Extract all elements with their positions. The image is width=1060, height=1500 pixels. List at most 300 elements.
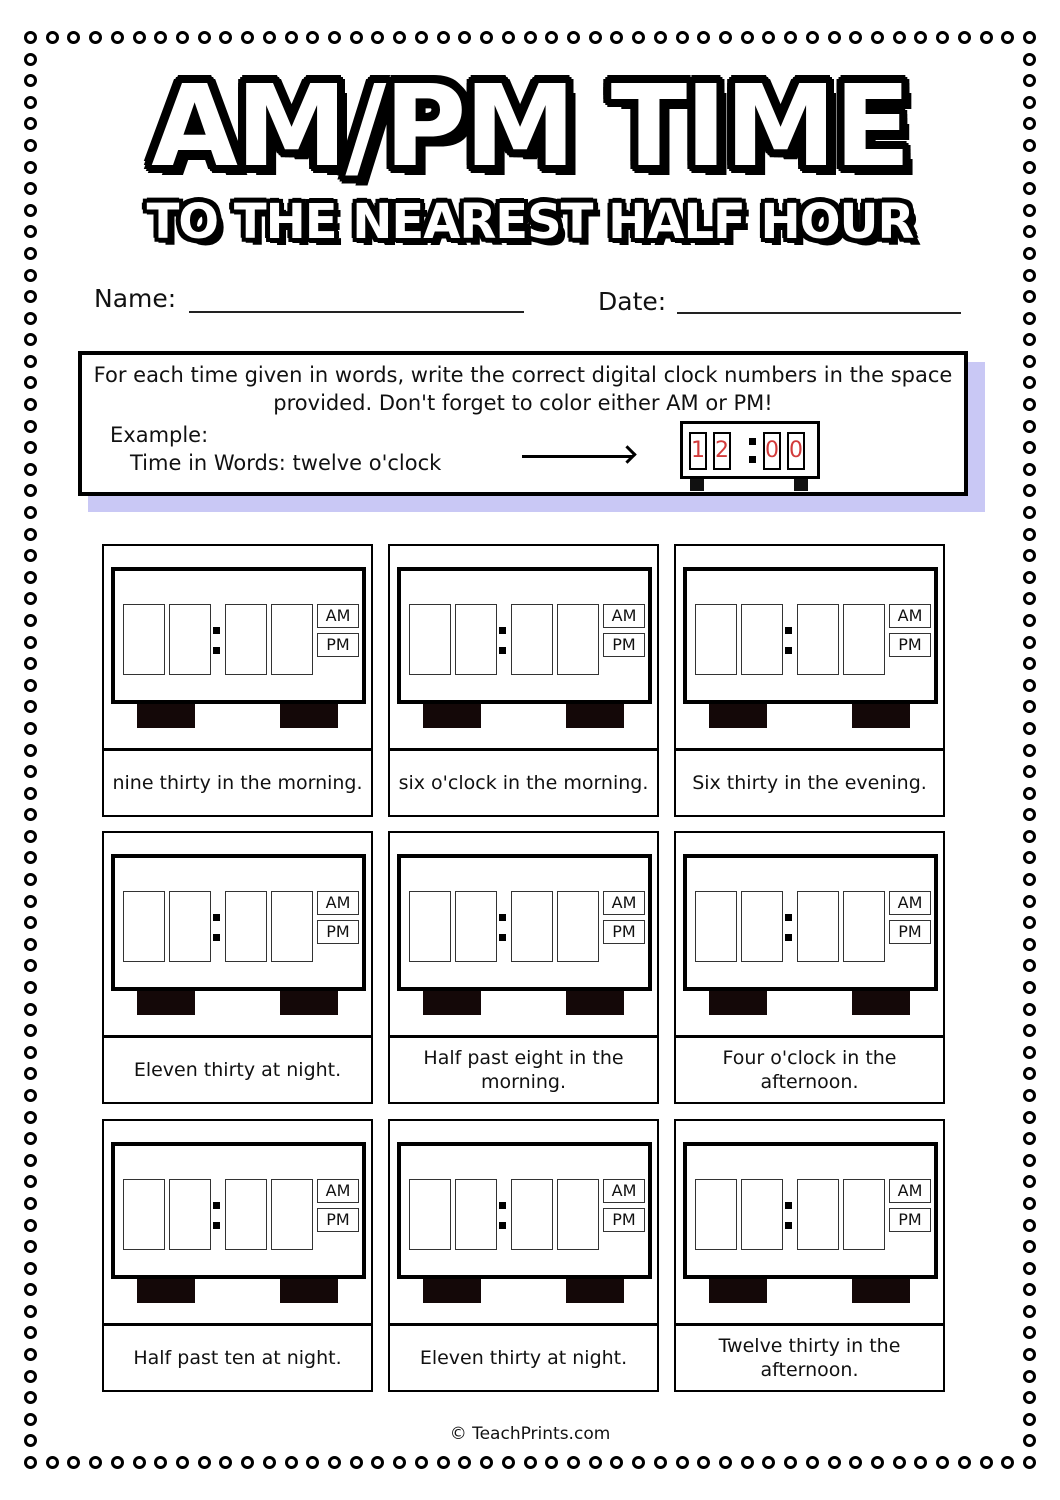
border-dot-icon [1023, 1154, 1036, 1167]
border-dot-icon [1023, 1003, 1036, 1016]
border-dot-icon [654, 31, 667, 44]
border-dot-icon [24, 398, 37, 411]
clock-card [388, 831, 659, 1104]
border-dot-icon [24, 355, 37, 368]
clock-leg [280, 704, 338, 728]
border-dot-icon [350, 31, 363, 44]
clock-card [674, 831, 945, 1104]
hour-tens-box[interactable] [409, 891, 451, 962]
border-dot-icon [176, 31, 189, 44]
border-dot-icon [1023, 1305, 1036, 1318]
time-in-words: Four o'clock in the afternoon. [722, 1047, 897, 1093]
border-dot-icon [24, 787, 37, 800]
border-dot-icon [610, 1456, 623, 1469]
border-dot-icon [24, 1111, 37, 1124]
border-dot-icon [676, 1456, 689, 1469]
example-label: Example: [110, 423, 209, 447]
border-dot-icon [263, 31, 276, 44]
minute-ones-box[interactable] [557, 604, 599, 675]
border-dot-icon [24, 571, 37, 584]
clock-card [102, 1119, 373, 1392]
border-dot-icon [545, 31, 558, 44]
border-dot-icon [589, 1456, 602, 1469]
border-dot-icon [849, 31, 862, 44]
border-dot-icon [458, 1456, 471, 1469]
border-dot-icon [828, 31, 841, 44]
minute-ones-box[interactable] [271, 604, 313, 675]
border-dot-icon [133, 1456, 146, 1469]
border-dot-icon [480, 1456, 493, 1469]
border-dot-icon [914, 31, 927, 44]
colon-dot-icon [749, 438, 756, 445]
border-dot-icon [154, 31, 167, 44]
hour-ones-box[interactable] [741, 891, 783, 962]
am-toggle[interactable]: AM [603, 1179, 645, 1203]
am-toggle[interactable]: AM [317, 604, 359, 628]
border-dot-icon [133, 31, 146, 44]
colon-dot-icon [213, 934, 220, 941]
digital-clock [683, 1142, 938, 1279]
minute-ones-box[interactable] [271, 1179, 313, 1250]
border-dot-icon [1001, 1456, 1014, 1469]
border-dot-icon [24, 1024, 37, 1037]
border-dot-icon [24, 1456, 37, 1469]
border-dot-icon [697, 31, 710, 44]
border-dot-icon [1023, 636, 1036, 649]
border-dot-icon [697, 1456, 710, 1469]
border-dot-icon [24, 1067, 37, 1080]
clock-leg [137, 704, 195, 728]
border-dot-icon [24, 441, 37, 454]
date-label: Date: [598, 287, 667, 316]
border-dot-icon [1023, 1067, 1036, 1080]
border-dot-icon [1023, 1262, 1036, 1275]
border-dot-icon [24, 1089, 37, 1102]
border-dot-icon [1023, 808, 1036, 821]
am-toggle[interactable]: AM [889, 1179, 931, 1203]
clock-leg [690, 479, 704, 491]
time-in-words: Half past eight in the morning. [423, 1047, 624, 1093]
example-digit: 1 [689, 432, 707, 470]
border-dot-icon [328, 31, 341, 44]
border-dot-icon [111, 1456, 124, 1469]
border-dot-icon [24, 463, 37, 476]
colon-dot-icon [499, 934, 506, 941]
example-time-in-words: Time in Words: twelve o'clock [130, 451, 442, 475]
border-dot-icon [24, 1046, 37, 1059]
border-dot-icon [24, 657, 37, 670]
border-dot-icon [89, 1456, 102, 1469]
border-dot-icon [67, 1456, 80, 1469]
clock-leg [709, 704, 767, 728]
minute-tens-box[interactable] [797, 891, 839, 962]
pm-toggle[interactable]: PM [603, 920, 645, 944]
border-dot-icon [24, 31, 37, 44]
border-dot-icon [1001, 31, 1014, 44]
border-dot-icon [1023, 1132, 1036, 1145]
border-dot-icon [545, 1456, 558, 1469]
colon-dot-icon [785, 914, 792, 921]
minute-tens-box[interactable] [511, 604, 553, 675]
border-dot-icon [1023, 679, 1036, 692]
clock-leg [137, 1279, 195, 1303]
border-dot-icon [1023, 700, 1036, 713]
digital-clock [397, 567, 652, 704]
clock-leg [566, 704, 624, 728]
border-dot-icon [1023, 592, 1036, 605]
pm-toggle[interactable]: PM [603, 633, 645, 657]
border-dot-icon [784, 31, 797, 44]
clock-leg [137, 991, 195, 1015]
border-dot-icon [24, 1326, 37, 1339]
border-dot-icon [1023, 1046, 1036, 1059]
minute-ones-box[interactable] [843, 604, 885, 675]
border-dot-icon [285, 31, 298, 44]
am-toggle[interactable]: AM [889, 604, 931, 628]
border-dot-icon [893, 1456, 906, 1469]
border-dot-icon [958, 31, 971, 44]
hour-tens-box[interactable] [695, 1179, 737, 1250]
border-dot-icon [1023, 1111, 1036, 1124]
hour-tens-box[interactable] [409, 1179, 451, 1250]
border-dot-icon [676, 31, 689, 44]
date-field[interactable] [677, 312, 961, 314]
colon-dot-icon [499, 914, 506, 921]
colon-dot-icon [213, 627, 220, 634]
pm-toggle[interactable]: PM [603, 1208, 645, 1232]
border-dot-icon [610, 31, 623, 44]
hour-tens-box[interactable] [123, 604, 165, 675]
border-dot-icon [24, 312, 37, 325]
border-dot-icon [1023, 1370, 1036, 1383]
clock-leg [852, 1279, 910, 1303]
border-dot-icon [1023, 1175, 1036, 1188]
digital-clock [397, 1142, 652, 1279]
border-dot-icon [198, 1456, 211, 1469]
border-dot-icon [306, 1456, 319, 1469]
pm-toggle[interactable]: PM [317, 633, 359, 657]
right-arrow-icon [522, 455, 632, 458]
colon-dot-icon [749, 456, 756, 463]
border-dot-icon [762, 31, 775, 44]
border-dot-icon [24, 420, 37, 433]
digital-clock [683, 854, 938, 991]
hour-ones-box[interactable] [169, 1179, 211, 1250]
border-dot-icon [46, 31, 59, 44]
border-dot-icon [1023, 1240, 1036, 1253]
border-dot-icon [849, 1456, 862, 1469]
minute-ones-box[interactable] [271, 891, 313, 962]
minute-tens-box[interactable] [225, 891, 267, 962]
border-dot-icon [24, 981, 37, 994]
border-dot-icon [24, 484, 37, 497]
border-dot-icon [1023, 528, 1036, 541]
name-label: Name: [94, 284, 177, 313]
border-dot-icon [480, 31, 493, 44]
am-toggle[interactable]: AM [603, 604, 645, 628]
border-dot-icon [1023, 1089, 1036, 1102]
border-dot-icon [24, 1283, 37, 1296]
am-toggle[interactable]: AM [317, 891, 359, 915]
border-dot-icon [1023, 1348, 1036, 1361]
example-digit: 0 [787, 432, 805, 470]
border-dot-icon [1023, 1456, 1036, 1469]
border-dot-icon [893, 31, 906, 44]
border-dot-icon [762, 1456, 775, 1469]
border-dot-icon [24, 830, 37, 843]
border-dot-icon [1023, 851, 1036, 864]
time-in-words: Eleven thirty at night. [133, 1059, 342, 1081]
clock-leg [280, 991, 338, 1015]
border-dot-icon [719, 1456, 732, 1469]
border-dot-icon [632, 31, 645, 44]
border-dot-icon [567, 31, 580, 44]
minute-ones-box[interactable] [843, 1179, 885, 1250]
digital-clock [397, 854, 652, 991]
border-dot-icon [24, 269, 37, 282]
border-dot-icon [89, 31, 102, 44]
border-dot-icon [111, 31, 124, 44]
colon-dot-icon [213, 1202, 220, 1209]
border-dot-icon [1023, 744, 1036, 757]
border-dot-icon [24, 895, 37, 908]
border-dot-icon [1023, 916, 1036, 929]
border-dot-icon [1023, 506, 1036, 519]
border-dot-icon [415, 31, 428, 44]
border-dot-icon [871, 31, 884, 44]
pm-toggle[interactable]: PM [889, 633, 931, 657]
border-dot-icon [1023, 484, 1036, 497]
clock-leg [566, 1279, 624, 1303]
border-dot-icon [24, 1132, 37, 1145]
hour-ones-box[interactable] [169, 891, 211, 962]
border-dot-icon [719, 31, 732, 44]
clock-leg [423, 704, 481, 728]
example-digit: 2 [713, 432, 731, 470]
border-dot-icon [1023, 290, 1036, 303]
border-dot-icon [980, 31, 993, 44]
clock-leg [709, 991, 767, 1015]
border-dot-icon [285, 1456, 298, 1469]
border-dot-icon [871, 1456, 884, 1469]
border-dot-icon [741, 1456, 754, 1469]
hour-ones-box[interactable] [455, 1179, 497, 1250]
border-dot-icon [219, 31, 232, 44]
border-dot-icon [1023, 1326, 1036, 1339]
name-field[interactable] [189, 311, 524, 313]
border-dot-icon [24, 1370, 37, 1383]
clock-leg [423, 1279, 481, 1303]
border-dot-icon [1023, 787, 1036, 800]
border-dot-icon [1023, 959, 1036, 972]
border-dot-icon [24, 549, 37, 562]
pm-toggle[interactable]: PM [889, 920, 931, 944]
border-dot-icon [502, 31, 515, 44]
clock-leg [794, 479, 808, 491]
clock-leg [280, 1279, 338, 1303]
colon-dot-icon [785, 1222, 792, 1229]
border-dot-icon [1023, 938, 1036, 951]
minute-tens-box[interactable] [797, 1179, 839, 1250]
instructions-text: For each time given in words, write the correct digital clock numbers in the space provided. Don't forget to color either AM or PM! [93, 363, 953, 415]
minute-tens-box[interactable] [511, 1179, 553, 1250]
border-dot-icon [654, 1456, 667, 1469]
border-dot-icon [24, 290, 37, 303]
colon-dot-icon [785, 627, 792, 634]
minute-ones-box[interactable] [557, 1179, 599, 1250]
border-dot-icon [1023, 722, 1036, 735]
instructions-box [78, 351, 968, 496]
border-dot-icon [1023, 873, 1036, 886]
clock-card [674, 1119, 945, 1392]
border-dot-icon [1023, 355, 1036, 368]
border-dot-icon [936, 1456, 949, 1469]
pm-toggle[interactable]: PM [317, 1208, 359, 1232]
border-dot-icon [24, 722, 37, 735]
border-dot-icon [1023, 1283, 1036, 1296]
border-dot-icon [1023, 1024, 1036, 1037]
pm-toggle[interactable]: PM [889, 1208, 931, 1232]
minute-tens-box[interactable] [225, 604, 267, 675]
time-in-words: Eleven thirty at night. [419, 1347, 628, 1369]
border-dot-icon [1023, 614, 1036, 627]
page-subtitle: TO THE NEAREST HALF HOUR [146, 194, 914, 250]
minute-tens-box[interactable] [511, 891, 553, 962]
hour-tens-box[interactable] [695, 604, 737, 675]
border-dot-icon [806, 1456, 819, 1469]
time-in-words: Six thirty in the evening. [692, 772, 927, 794]
clock-leg [566, 991, 624, 1015]
border-dot-icon [632, 1456, 645, 1469]
hour-tens-box[interactable] [695, 891, 737, 962]
colon-dot-icon [499, 1222, 506, 1229]
border-dot-icon [24, 851, 37, 864]
border-dot-icon [24, 1391, 37, 1404]
colon-dot-icon [785, 934, 792, 941]
minute-ones-box[interactable] [843, 891, 885, 962]
border-dot-icon [524, 31, 537, 44]
border-dot-icon [24, 959, 37, 972]
border-dot-icon [1023, 312, 1036, 325]
colon-dot-icon [213, 914, 220, 921]
border-dot-icon [1023, 657, 1036, 670]
clock-card [388, 544, 659, 817]
border-dot-icon [24, 1240, 37, 1253]
border-dot-icon [24, 636, 37, 649]
hour-tens-box[interactable] [409, 604, 451, 675]
border-dot-icon [24, 1003, 37, 1016]
minute-tens-box[interactable] [225, 1179, 267, 1250]
border-dot-icon [350, 1456, 363, 1469]
border-dot-icon [46, 1456, 59, 1469]
clock-card [388, 1119, 659, 1392]
border-dot-icon [24, 765, 37, 778]
border-dot-icon [24, 938, 37, 951]
border-dot-icon [437, 31, 450, 44]
colon-dot-icon [499, 627, 506, 634]
border-dot-icon [371, 31, 384, 44]
border-dot-icon [458, 31, 471, 44]
border-dot-icon [24, 873, 37, 886]
digital-clock [683, 567, 938, 704]
border-dot-icon [828, 1456, 841, 1469]
colon-dot-icon [499, 647, 506, 654]
border-dot-icon [1023, 571, 1036, 584]
border-dot-icon [1023, 398, 1036, 411]
minute-ones-box[interactable] [557, 891, 599, 962]
hour-ones-box[interactable] [455, 604, 497, 675]
border-dot-icon [524, 1456, 537, 1469]
border-dot-icon [154, 1456, 167, 1469]
border-dot-icon [241, 31, 254, 44]
hour-ones-box[interactable] [455, 891, 497, 962]
border-dot-icon [1023, 31, 1036, 44]
border-dot-icon [1023, 549, 1036, 562]
hour-ones-box[interactable] [741, 604, 783, 675]
border-dot-icon [1023, 1197, 1036, 1210]
clock-card [102, 831, 373, 1104]
border-dot-icon [415, 1456, 428, 1469]
border-dot-icon [936, 31, 949, 44]
border-dot-icon [24, 1348, 37, 1361]
border-dot-icon [24, 1305, 37, 1318]
colon-dot-icon [499, 1202, 506, 1209]
minute-tens-box[interactable] [797, 604, 839, 675]
border-dot-icon [1023, 981, 1036, 994]
border-dot-icon [24, 1175, 37, 1188]
border-dot-icon [24, 916, 37, 929]
hour-tens-box[interactable] [123, 891, 165, 962]
border-dot-icon [24, 376, 37, 389]
clock-leg [852, 704, 910, 728]
border-dot-icon [24, 592, 37, 605]
hour-ones-box[interactable] [169, 604, 211, 675]
pm-toggle[interactable]: PM [317, 920, 359, 944]
border-dot-icon [219, 1456, 232, 1469]
hour-tens-box[interactable] [123, 1179, 165, 1250]
am-toggle[interactable]: AM [317, 1179, 359, 1203]
digital-clock [111, 1142, 366, 1279]
am-toggle[interactable]: AM [603, 891, 645, 915]
border-dot-icon [437, 1456, 450, 1469]
example-digital-clock [680, 421, 820, 479]
clock-card [674, 544, 945, 817]
border-dot-icon [328, 1456, 341, 1469]
border-dot-icon [1023, 420, 1036, 433]
border-dot-icon [371, 1456, 384, 1469]
digital-clock [111, 567, 366, 704]
border-dot-icon [806, 31, 819, 44]
page-title: AM/PM TIME [151, 62, 909, 192]
hour-ones-box[interactable] [741, 1179, 783, 1250]
border-dot-icon [502, 1456, 515, 1469]
clock-card [102, 544, 373, 817]
clock-leg [423, 991, 481, 1015]
border-dot-icon [1023, 269, 1036, 282]
colon-dot-icon [785, 647, 792, 654]
border-dot-icon [24, 744, 37, 757]
am-toggle[interactable]: AM [889, 891, 931, 915]
border-dot-icon [393, 31, 406, 44]
border-dot-icon [1023, 1391, 1036, 1404]
border-dot-icon [1023, 463, 1036, 476]
time-in-words: nine thirty in the morning. [112, 772, 363, 794]
border-dot-icon [1023, 376, 1036, 389]
border-dot-icon [784, 1456, 797, 1469]
border-dot-icon [1023, 441, 1036, 454]
colon-dot-icon [785, 1202, 792, 1209]
border-dot-icon [198, 31, 211, 44]
